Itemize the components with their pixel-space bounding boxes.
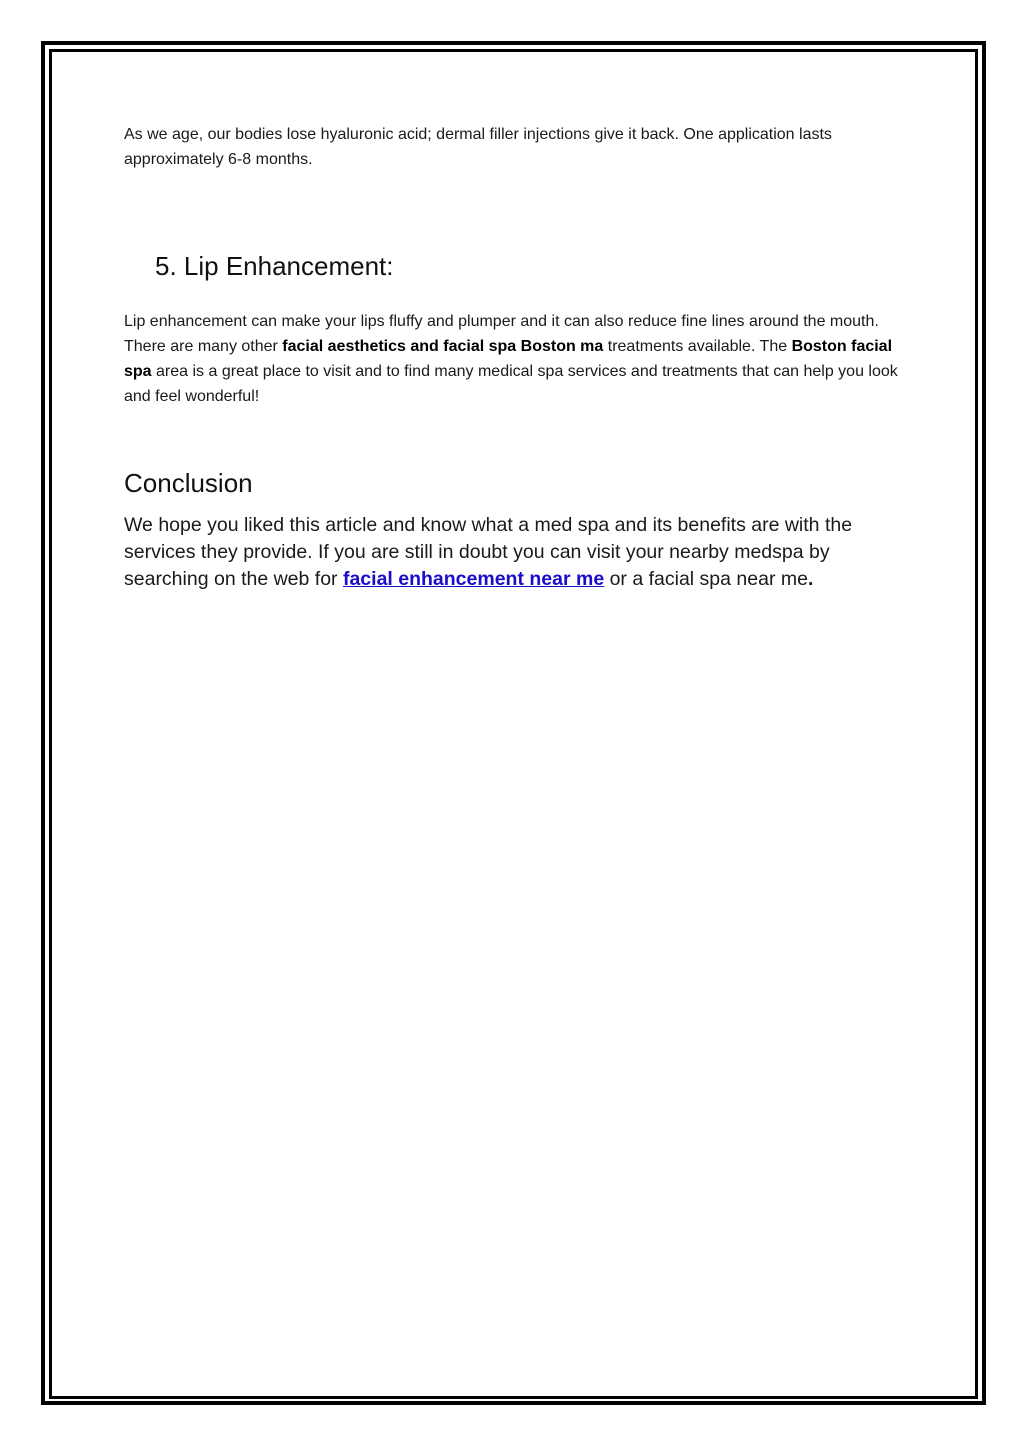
lip-text-part-1: Lip enhancement can make your lips fluffy and plumper and it can also reduce fine lines around the mouth. There are many other <box>124 313 879 355</box>
conclusion-heading: Conclusion <box>124 468 253 498</box>
lip-enhancement-heading: 5. Lip Enhancement: <box>155 251 394 281</box>
document-content <box>124 122 900 593</box>
conclusion-end-period: . <box>807 568 814 590</box>
lip-text-part-3: area is a great place to visit and to find many medical spa services and treatments that can help you look and feel wonderful! <box>124 363 898 405</box>
facial-enhancement-link[interactable]: facial enhancement near me <box>342 568 605 590</box>
conclusion-text-part-2: or a facial spa near me <box>604 568 808 590</box>
conclusion-text-part-1: We hope you liked this article and know what a med spa and its benefits are with the services they provide. If you are still in doubt you can visit your nearby medspa by searching on the web for <box>124 514 853 590</box>
intro-paragraph: As we age, our bodies lose hyaluronic acid; dermal filler injections give it back. One application lasts approximately 6-8 months. <box>124 126 832 168</box>
lip-enhancement-paragraph <box>124 309 900 409</box>
conclusion-paragraph <box>124 512 900 593</box>
lip-text-part-2: treatments available. The <box>603 338 792 355</box>
lip-bold-keyword-2: Boston facial spa <box>124 338 893 380</box>
lip-bold-keyword-1: facial aesthetics and facial spa Boston ma <box>282 338 604 355</box>
